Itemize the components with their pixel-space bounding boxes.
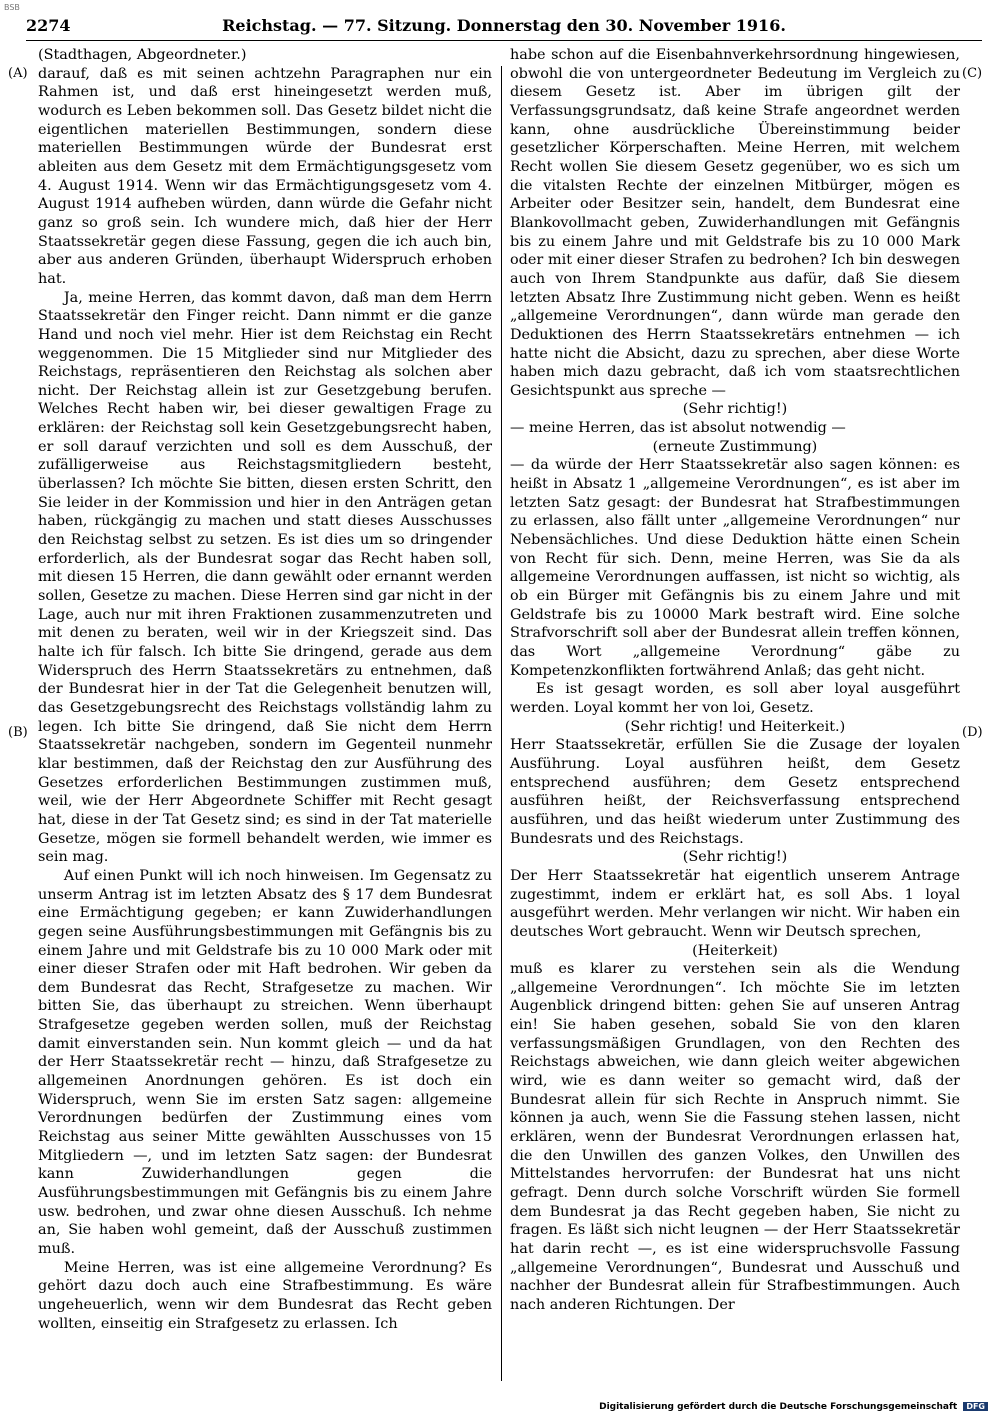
footer-text: Digitalisierung gefördert durch die Deutsche Forschungsgemeinschaft	[599, 1402, 958, 1412]
interjection: (Heiterkeit)	[692, 942, 778, 959]
dfg-logo: DFG	[963, 1402, 988, 1411]
margin-label-d: (D)	[962, 725, 983, 740]
paragraph: darauf, daß es mit seinen achtzehn Paragraphen nur ein Rahmen ist, und daß erst hineingesetzt werden muß, wodurch es Leben bekommen soll. Das Gesetz bildet nicht die eigentlichen materiellen Bestimmungen, sondern diese materiellen Bestimmungen würde der Bundesrat erst ableiten aus dem Gesetz mit dem Ermächtigungsgesetz vom 4. August 1914. Wenn wir das Ermächtigungsgesetz vom 4. August 1914 aufheben würden, dann würde die Gefahr nicht ganz so groß sein. Ich wundere mich, daß hier der Herr Staatssekretär gegen diese Fassung, gegen die ich auch bin, aber aus anderen Gründen, überhaupt Widerspruch erhoben hat.	[38, 65, 492, 287]
paragraph: Es ist gesagt worden, es soll aber loyal ausgeführt werden. Loyal kommt her von loi, Gesetz.	[510, 681, 960, 716]
paragraph: muß es klarer zu verstehen sein als die Wendung „allgemeine Verordnungen“. Ich möchte Sie im letzten Augenblick dringend bitten: gehen Sie auf unseren Antrag ein! Sie haben gesehen, sobald Sie von den klaren verfassungsmäßigen Grundlagen, von den Rechten des Reichstags abweichen, wie dann gleich weiter abgewichen wird, wie es dann weiter so gemacht wird, daß der Bundesrat allein für sich Rechte in Anspruch nimmt. Sie können ja auch, wenn Sie die Fassung stehen lassen, nicht erklären, wenn der Bundesrat Verordnungen erlassen hat, die den Unwillen des ganzen Volkes, den Unwillen des Mittelstandes hervorrufen: der Bundesrat hat uns nicht gefragt. Denn durch solche Vorschrift würden Sie formell dem Bundesrat ja das Recht gegeben haben, Sie nicht zu fragen. Es läßt sich nicht leugnen — der Herr Staatssekretär hat darin recht —, es ist eine widerspruchsvolle Fassung „allgemeine Verordnungen“, Bundesrat und Ausschuß und nachher der Bundesrat allein für Strafbestimmungen. Auch nach anderen Richtungen. Der	[510, 961, 960, 1313]
speaker-line: (Stadthagen, Abgeordneter.)	[38, 47, 247, 63]
header-title: Reichstag. — 77. Sitzung. Donnerstag den 30. November 1916.	[222, 16, 786, 35]
interjection: (erneute Zustimmung)	[652, 438, 818, 455]
footer	[599, 1402, 988, 1412]
margin-label-a: (A)	[8, 66, 28, 81]
right-column	[510, 46, 960, 1315]
header-rule	[26, 40, 982, 41]
paragraph: — meine Herren, das ist absolut notwendig —	[510, 420, 846, 437]
page-header	[26, 14, 982, 38]
paragraph: Herr Staatssekretär, erfüllen Sie die Zusage der loyalen Ausführung. Loyal ausführen heißt, dem Gesetz entsprechend ausführen; dem Gesetz entsprechend ausführen heißt, der Reichsverfassung entsprechend ausführen, und das heißt wiederum unter Zustimmung des Bundesrats und des Reichstags.	[510, 737, 960, 847]
margin-label-b: (B)	[8, 725, 28, 740]
margin-label-c: (C)	[962, 66, 983, 81]
paragraph: habe schon auf die Eisenbahnverkehrsordnung hingewiesen, obwohl die von untergeordneter Bedeutung im Vergleich zu diesem Gesetz ist. Aber im übrigen gilt der Verfassungsgrundsatz, daß keine Strafe angeordnet werden kann, ohne ausdrückliche Übereinstimmung beider gesetzlicher Körperschaften. Meine Herren, mit welchem Recht wollen Sie diesem Gesetz gegenüber, wo es sich um die vitalsten Rechte der einzelnen Mitbürger, mögen es Arbeiter oder Besitzer sein, handelt, dem Bundesrat eine Blankovollmacht geben, Zuwiderhandlungen mit Gefängnis bis zu einem Jahre und mit Geldstrafe bis zu 10 000 Mark oder mit einer dieser Strafen zu bedrohen? Ich bin deswegen auch von Ihrem Standpunkte aus dafür, daß Sie diesem letzten Absatz Ihre Zustimmung nicht geben. Wenn es heißt „allgemeine Verordnungen“, dann würde man gerade den Deduktionen des Herrn Staatssekretärs entnehmen — ich hatte nicht die Absicht, dazu zu sprechen, aber diese Worte haben mich dazu gebracht, daß ich vom staatsrechtlichen Gesichtspunkt aus spreche —	[510, 47, 960, 399]
library-mark: BSB	[4, 3, 20, 12]
interjection: (Sehr richtig! und Heiterkeit.)	[624, 718, 846, 735]
paragraph: Ja, meine Herren, das kommt davon, daß man dem Herrn Staatssekretär den Finger reicht. Dann nimmt er die ganze Hand und noch viel mehr. Hier ist dem Reichstag ein Recht weggenommen. Die 15 Mitglieder sind nur Mitglieder des Reichstags, repräsentieren den Reichstag als solchen aber nicht. Der Reichstag allein ist zur Gesetzgebung berufen. Welches Recht haben wir, bei dieser gewaltigen Frage zu erklären: der Reichstag soll kein Gesetzgebungsrecht haben, er soll darauf verzichten und soll es dem Ausschuß, der zufälligerweise aus Reichstagsmitgliedern besteht, überlassen? Ich möchte Sie bitten, diesen ersten Schritt, den Sie leider in der Kommission und hier in den Anträgen getan haben, rückgängig zu machen und statt dieses Ausschusses den Reichstag selbst zu setzen. Es ist dies um so dringender erforderlich, als der Bundesrat sogar das Recht haben soll, mit diesen 15 Herren, die dann gewählt oder ernannt werden sollen, Gesetze zu machen. Diese Herren sind gar nicht in der Lage, auch nur mit ihren Fraktionen zusammenzutreten und mit denen zu beraten, weil wir in der Kriegszeit sind. Das halte ich für falsch. Ich bitte Sie dringend, gerade aus dem Widerspruch des Herrn Staatssekretärs zu entnehmen, daß der Bundesrat hier in der Tat die Gelegenheit benutzen will, das Gesetzgebungsrecht des Reichstags vollständig lahm zu legen. Ich bitte Sie dringend, daß Sie nicht dem Herrn Staatssekretär nachgeben, sondern im Gegenteil nunmehr klar bestimmen, daß der Reichstag den zur Ausführung des Gesetzes erforderlichen Bestimmungen zustimmen muß, weil, wie der Herr Abgeordnete Schiffer mit Recht gesagt hat, diese in der Tat Gesetz sind; es sind in der Tat materielle Gesetze, mögen sie formell behandelt werden, wie immer es sein mag.	[38, 289, 492, 866]
paragraph: — da würde der Herr Staatssekretär also sagen können: es heißt in Absatz 1 „allgemeine Verordnungen“, es ist aber im letzten Satz gesagt: der Bundesrat hat Strafbestimmungen zu erlassen, also fällt unter „allgemeine Verordnungen“ nur Nebensächliches. Und diese Deduktion hätte einen Schein von Recht für sich. Denn, meine Herren, was Sie da als allgemeine Verordnungen auffassen, ist nicht so wichtig, als ob ein Bürger mit Gefängnis bis zu einem Jahre und mit Geldstrafe bis zu 10000 Mark bestraft wird. Eine solche Strafvorschrift soll aber der Bundesrat allein treffen können, das Wort „allgemeine Verordnung“ gäbe zu Kompetenzkonflikten fortwährend Anlaß; das geht nicht.	[510, 457, 960, 679]
interjection: (Sehr richtig!)	[682, 849, 788, 866]
page-number: 2274	[26, 16, 71, 35]
paragraph: Der Herr Staatssekretär hat eigentlich unserem Antrage zugestimmt, indem er erklärt hat, es soll Abs. 1 loyal ausgeführt werden. Mehr verlangen wir nicht. Wir haben ein deutsches Wort gebraucht. Wenn wir Deutsch sprechen,	[510, 867, 960, 940]
column-divider	[501, 66, 502, 1381]
interjection: (Sehr richtig!)	[682, 401, 788, 418]
paragraph: Meine Herren, was ist eine allgemeine Verordnung? Es gehört dazu doch auch eine Strafbestimmung. Es wäre ungeheuerlich, wenn wir dem Bundesrat das Recht geben wollten, einseitig ein Strafgesetz zu erlassen. Ich	[38, 1259, 492, 1332]
left-column	[38, 46, 492, 1333]
paragraph: Auf einen Punkt will ich noch hinweisen. Im Gegensatz zu unserm Antrag ist im letzten Absatz des § 17 dem Bundesrat eine Ermächtigung gegeben; er kann Zuwiderhandlungen gegen seine Ausführungsbestimmungen mit Gefängnis bis zu einem Jahre und mit Geldstrafe bis zu 10 000 Mark oder mit einer dieser Strafen oder mit Haft bedrohen. Wir geben da dem Bundesrat das Recht, Strafgesetze zu machen. Wir bitten Sie, das überhaupt zu streichen. Wenn überhaupt Strafgesetze gegeben werden sollen, muß der Reichstag damit einverstanden sein. Nun kommt gleich — und da hat der Herr Staatssekretär recht — hinzu, daß Strafgesetze zu allgemeinen Anordnungen gehören. Es ist doch ein Widerspruch, wenn Sie im ersten Satz sagen: allgemeine Verordnungen bedürfen der Zustimmung eines vom Reichstag aus seiner Mitte gewählten Ausschusses von 15 Mitgliedern —, und im letzten Satz sagen: der Bundesrat kann Zuwiderhandlungen gegen die Ausführungsbestimmungen mit Gefängnis bis zu einem Jahre usw. bedrohen, und zwar ohne diesen Ausschuß. Ich nehme an, Sie haben wohl gemeint, daß der Ausschuß zustimmen muß.	[38, 867, 492, 1257]
